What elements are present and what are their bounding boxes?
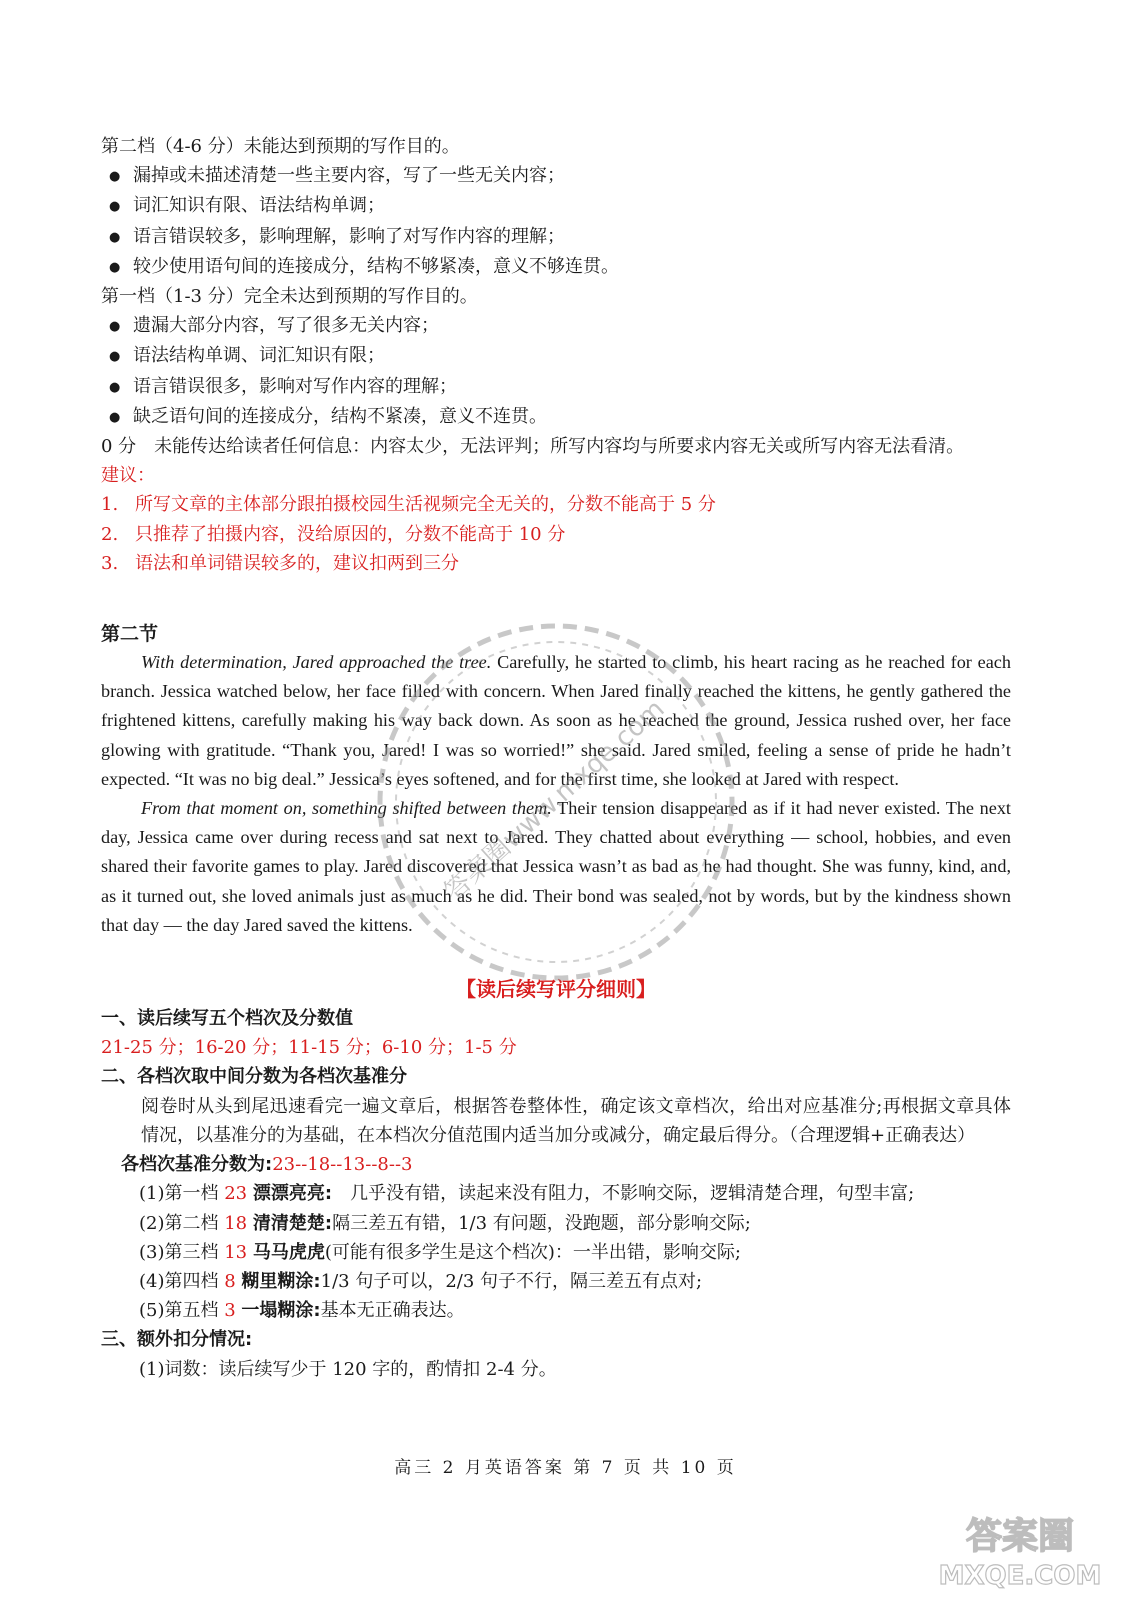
site-logo: [930, 1504, 1110, 1594]
suggestion-item: 3. 语法和单词错误较多的，建议扣两到三分: [101, 552, 459, 574]
tier1-bullet: ● 语言错误很多，影响对写作内容的理解；: [101, 372, 1011, 402]
paragraph-body: Their tension disappeared as if it had never existed. The next day, Jessica came over during recess and sat next to Jared. They chatted about everything — school, hobbies, and even shared their favorite games to play. Jared discovered that Jessica wasn’t as bad as he had thought. She was funny, kind, and, as it turned out, she loved animals just as much as he did. Their bond was sealed, not by words, but by the kindness shown that day — the day Jared saved the kittens.: [101, 798, 1011, 935]
tier-row: (5)第五档 3 一塌糊涂:基本无正确表达。: [139, 1300, 465, 1322]
bullet-icon: ●: [109, 319, 121, 335]
paragraph-lead: From that moment on, something shifted between them.: [141, 798, 552, 819]
bullet-icon: ●: [109, 409, 121, 425]
tier1-bullet: ● 缺乏语句间的连接成分，结构不紧凑，意义不连贯。: [101, 402, 1011, 432]
tier-row: (1)第一档 23 漂漂亮亮: 几乎没有错，读起来没有阻力，不影响交际，逻辑清楚合理，句型丰富;: [139, 1183, 915, 1205]
rubric-description: 阅卷时从头到尾迅速看完一遍文章后，根据答卷整体性，确定该文章档次，给出对应基准分;再根据文章具体情况，以基准分的为基础，在本档次分值范围内适当加分或减分，确定最后得分。（合理逻辑+正确表达）: [141, 1095, 1011, 1146]
page-content: [101, 132, 1011, 1384]
tier2-bullet: ● 词汇知识有限、语法结构单调；: [101, 191, 1011, 221]
rubric-title: 【读后续写评分细则】: [456, 977, 656, 1002]
tier2-heading: 第二档（4-6 分）未能达到预期的写作目的。: [101, 136, 460, 157]
suggestion-item: 1. 所写文章的主体部分跟拍摄校园生活视频完全无关的，分数不能高于 5 分: [101, 494, 716, 516]
base-scores: 各档次基准分数为:23--18--13--8--3: [121, 1154, 413, 1176]
logo-top-text: 答案圈: [965, 1516, 1075, 1557]
rubric-heading-2: 二、各档次取中间分数为各档次基准分: [101, 1066, 407, 1088]
suggestion-label: 建议：: [101, 465, 155, 487]
stamp-text: 答案圈www.mxqe.com: [438, 694, 671, 907]
tier1-bullet: ● 遗漏大部分内容，写了很多无关内容；: [101, 311, 1011, 341]
bullet-icon: ●: [109, 199, 121, 215]
rubric-heading-3: 三、额外扣分情况:: [101, 1329, 253, 1351]
tier2-bullet: ● 语言错误较多，影响理解，影响了对写作内容的理解；: [101, 222, 1011, 252]
suggestion-item: 2. 只推荐了拍摄内容，没给原因的，分数不能高于 10 分: [101, 523, 566, 545]
tier-row: (4)第四档 8 糊里糊涂:1/3 句子可以，2/3 句子不行，隔三差五有点对;: [139, 1270, 703, 1292]
bullet-icon: ●: [109, 229, 121, 245]
paragraph-body: Carefully, he started to climb, his heart racing as he reached for each branch. Jessica watched below, her face filled with concern. When Jared finally reached the kittens, he gently gathered the frightened kittens, carefully making his way back down. As soon as he reached the ground, Jessica rushed over, her face glowing with gratitude. “Thank you, Jared! I was so worried!” she said. Jared smiled, feeling a sense of pride he hadn’t expected. “It was no big deal.” Jessica’s eyes softened, and for the first time, she looked at Jared with respect.: [101, 652, 1011, 789]
tier2-bullet: ● 漏掉或未描述清楚一些主要内容，写了一些无关内容；: [101, 161, 1011, 191]
story-paragraph-2: [101, 794, 1011, 940]
tier1-heading: 第一档（1-3 分）完全未达到预期的写作目的。: [101, 286, 478, 308]
page-footer: 高三 2 月英语答案 第 7 页 共 10 页: [394, 1458, 737, 1478]
story-paragraph-1: [101, 648, 1011, 794]
bullet-icon: ●: [109, 259, 121, 275]
logo-bottom-text: MXQE.COM: [938, 1561, 1102, 1591]
section-title: 第二节: [101, 623, 159, 646]
tier-row: (3)第三档 13 马马虎虎(可能有很多学生是这个档次)：一半出错，影响交际;: [139, 1241, 741, 1263]
bullet-icon: ●: [109, 379, 121, 395]
score-ranges: 21-25 分；16-20 分；11-15 分；6-10 分；1-5 分: [101, 1037, 517, 1059]
tier1-bullet: ● 语法结构单调、词汇知识有限；: [101, 341, 1011, 371]
tier-row: (2)第二档 18 清清楚楚:隔三差五有错，1/3 有问题，没跑题，部分影响交际;: [139, 1212, 751, 1234]
bullet-icon: ●: [109, 349, 121, 365]
paragraph-lead: With determination, Jared approached the tree.: [141, 652, 492, 673]
zero-score-line: 0 分 未能传达给读者任何信息：内容太少，无法评判；所写内容均与所要求内容无关或所写内容无法看清。: [101, 436, 965, 458]
bullet-icon: ●: [109, 169, 121, 185]
extra-deduction: (1)词数：读后续写少于 120 字的，酌情扣 2-4 分。: [139, 1358, 557, 1380]
tier2-bullet: ● 较少使用语句间的连接成分，结构不够紧凑，意义不够连贯。: [101, 252, 1011, 282]
rubric-heading-1: 一、读后续写五个档次及分数值: [101, 1008, 353, 1030]
